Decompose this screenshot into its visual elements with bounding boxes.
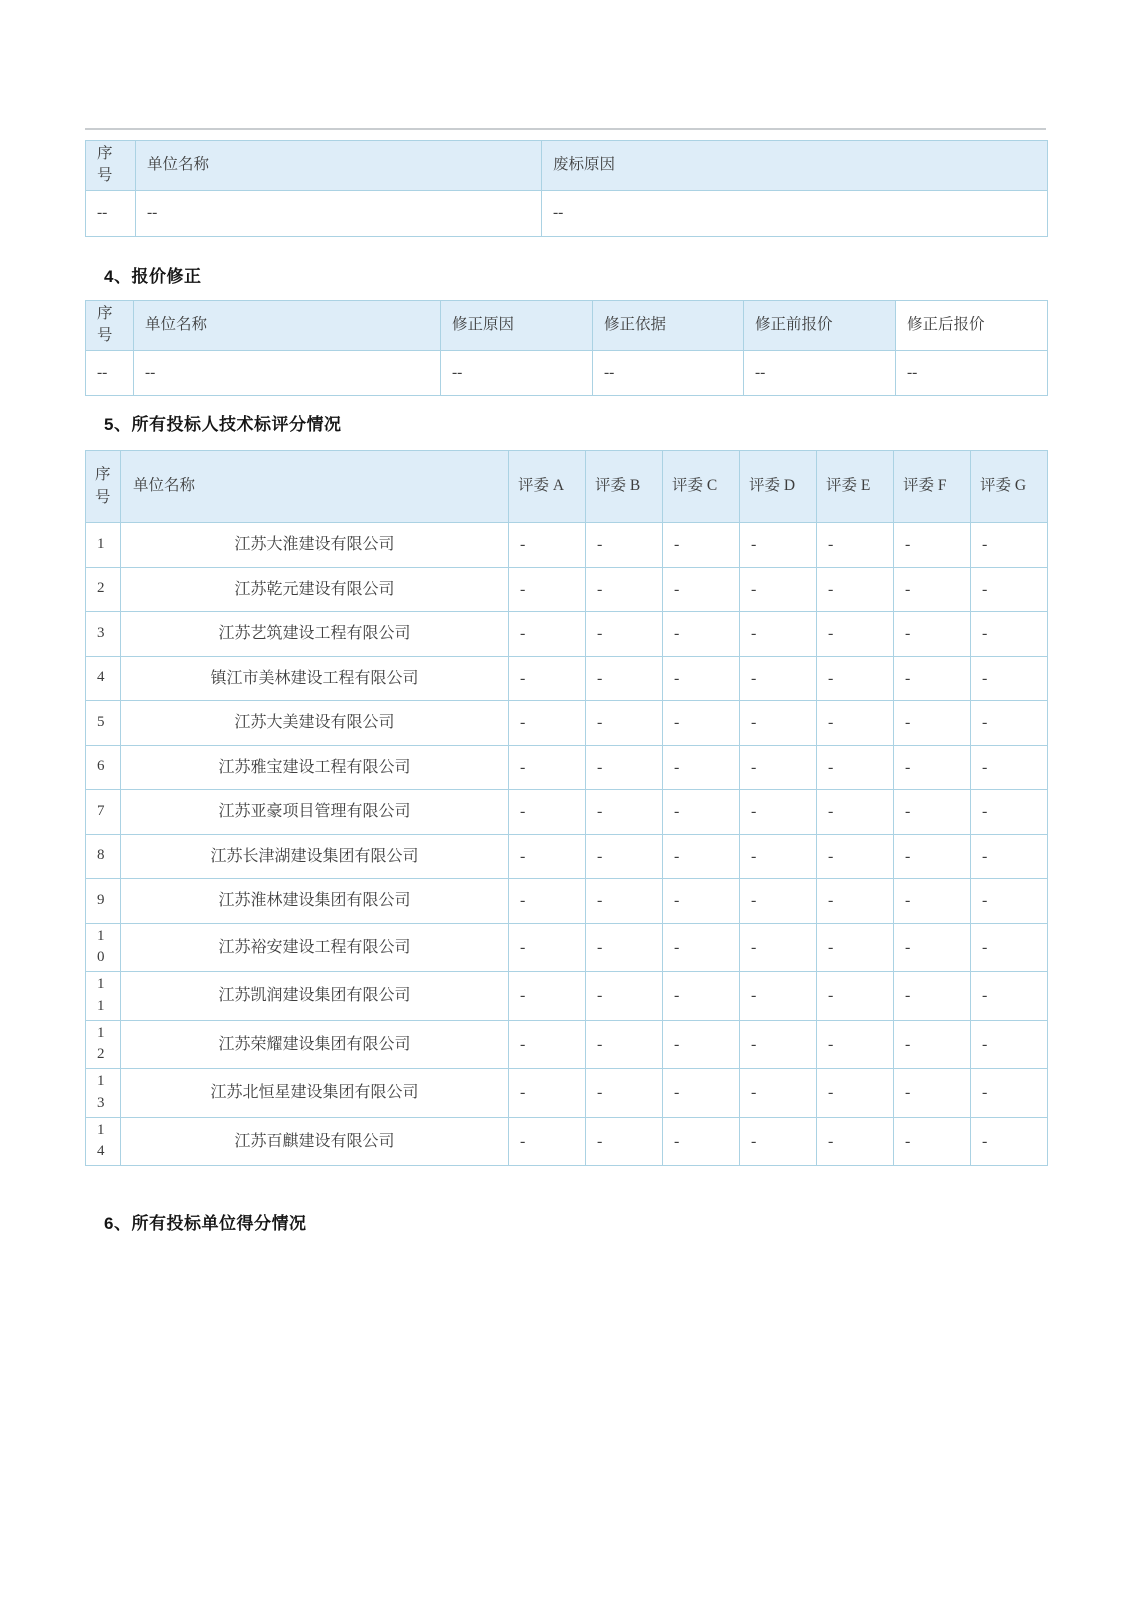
cell: - xyxy=(509,790,586,835)
cell: - xyxy=(894,923,971,972)
cell: 14 xyxy=(86,1117,121,1166)
table-row xyxy=(86,612,1048,657)
cell: 13 xyxy=(86,1069,121,1118)
cell: - xyxy=(971,923,1048,972)
cell: 6 xyxy=(86,745,121,790)
cell: - xyxy=(817,879,894,924)
cell: -- xyxy=(86,190,136,236)
cell: - xyxy=(663,612,740,657)
cell: - xyxy=(586,1117,663,1166)
cell: 江苏北恒星建设集团有限公司 xyxy=(121,1069,509,1118)
column-header: 评委 D xyxy=(740,451,817,523)
cell: - xyxy=(817,523,894,568)
cell: - xyxy=(740,1069,817,1118)
cell: - xyxy=(740,612,817,657)
cell: - xyxy=(740,523,817,568)
section-4-heading: 4、报价修正 xyxy=(104,267,202,286)
cell: - xyxy=(509,745,586,790)
column-header: 评委 F xyxy=(894,451,971,523)
cell: - xyxy=(894,790,971,835)
column-header: 评委 B xyxy=(586,451,663,523)
column-header: 序号 xyxy=(86,451,121,523)
cell: -- xyxy=(744,350,896,395)
cell: - xyxy=(817,923,894,972)
cell: 8 xyxy=(86,834,121,879)
column-header: 修正前报价 xyxy=(744,301,896,351)
cell: - xyxy=(817,612,894,657)
cell: - xyxy=(509,612,586,657)
cell: 3 xyxy=(86,612,121,657)
cell: - xyxy=(509,567,586,612)
table-row xyxy=(86,790,1048,835)
cell: - xyxy=(894,701,971,746)
column-header: 评委 A xyxy=(509,451,586,523)
cell: 4 xyxy=(86,656,121,701)
cell: - xyxy=(586,972,663,1021)
cell: - xyxy=(509,1117,586,1166)
column-header: 修正依据 xyxy=(593,301,744,351)
table-row xyxy=(86,350,1048,395)
cell: - xyxy=(586,834,663,879)
column-header: 单位名称 xyxy=(121,451,509,523)
column-header: 修正后报价 xyxy=(896,301,1048,351)
cell: - xyxy=(586,1020,663,1069)
cell: 镇江市美林建设工程有限公司 xyxy=(121,656,509,701)
cell: - xyxy=(586,879,663,924)
cell: - xyxy=(663,834,740,879)
cell: - xyxy=(971,972,1048,1021)
cell: 7 xyxy=(86,790,121,835)
cell: - xyxy=(971,567,1048,612)
cell: - xyxy=(740,790,817,835)
cell: 江苏艺筑建设工程有限公司 xyxy=(121,612,509,657)
cell: - xyxy=(817,701,894,746)
cell: - xyxy=(971,1069,1048,1118)
table-row xyxy=(86,567,1048,612)
cell: 江苏淮林建设集团有限公司 xyxy=(121,879,509,924)
cell: - xyxy=(740,834,817,879)
invalid-bid-table-header-row xyxy=(86,141,1048,191)
cell: - xyxy=(894,1117,971,1166)
cell: - xyxy=(586,523,663,568)
cell: - xyxy=(817,656,894,701)
cell: - xyxy=(509,1069,586,1118)
cell: - xyxy=(586,701,663,746)
column-header: 评委 G xyxy=(971,451,1048,523)
column-header: 单位名称 xyxy=(136,141,542,191)
cell: -- xyxy=(896,350,1048,395)
cell: - xyxy=(509,701,586,746)
cell: -- xyxy=(86,350,134,395)
cell: - xyxy=(663,656,740,701)
table-row xyxy=(86,656,1048,701)
table-row xyxy=(86,190,1048,236)
table-row xyxy=(86,1069,1048,1118)
cell: - xyxy=(740,972,817,1021)
cell: - xyxy=(817,567,894,612)
table-row xyxy=(86,879,1048,924)
column-header: 评委 C xyxy=(663,451,740,523)
cell: 江苏大淮建设有限公司 xyxy=(121,523,509,568)
cell: - xyxy=(663,1020,740,1069)
cell: - xyxy=(509,1020,586,1069)
cell: 江苏长津湖建设集团有限公司 xyxy=(121,834,509,879)
cell: - xyxy=(509,972,586,1021)
cell: - xyxy=(740,923,817,972)
cell: - xyxy=(817,790,894,835)
price-correction-table xyxy=(85,300,1048,396)
cell: - xyxy=(971,879,1048,924)
cell: - xyxy=(509,656,586,701)
cell: - xyxy=(740,1117,817,1166)
cell: - xyxy=(740,1020,817,1069)
cell: - xyxy=(586,790,663,835)
cell: 江苏雅宝建设工程有限公司 xyxy=(121,745,509,790)
column-header: 评委 E xyxy=(817,451,894,523)
cell: - xyxy=(894,972,971,1021)
cell: - xyxy=(817,1069,894,1118)
cell: - xyxy=(663,567,740,612)
cell: - xyxy=(740,701,817,746)
cell: - xyxy=(817,745,894,790)
cell: - xyxy=(971,1117,1048,1166)
cell: - xyxy=(971,656,1048,701)
page-top-divider xyxy=(85,128,1046,130)
cell: - xyxy=(663,879,740,924)
cell: 5 xyxy=(86,701,121,746)
cell: - xyxy=(817,972,894,1021)
cell: -- xyxy=(542,190,1048,236)
table-row xyxy=(86,523,1048,568)
cell: - xyxy=(663,1069,740,1118)
cell: - xyxy=(586,656,663,701)
cell: - xyxy=(894,612,971,657)
cell: - xyxy=(894,879,971,924)
cell: - xyxy=(509,834,586,879)
section-5-heading: 5、所有投标人技术标评分情况 xyxy=(104,415,342,434)
cell: -- xyxy=(136,190,542,236)
cell: - xyxy=(663,790,740,835)
column-header: 序号 xyxy=(86,141,136,191)
cell: - xyxy=(663,923,740,972)
cell: - xyxy=(894,567,971,612)
column-header: 单位名称 xyxy=(134,301,441,351)
table-row xyxy=(86,923,1048,972)
cell: - xyxy=(663,523,740,568)
cell: 9 xyxy=(86,879,121,924)
cell: 江苏凯润建设集团有限公司 xyxy=(121,972,509,1021)
cell: - xyxy=(817,1117,894,1166)
cell: 江苏荣耀建设集团有限公司 xyxy=(121,1020,509,1069)
cell: - xyxy=(509,879,586,924)
cell: 11 xyxy=(86,972,121,1021)
cell: 1 xyxy=(86,523,121,568)
cell: - xyxy=(971,745,1048,790)
cell: 2 xyxy=(86,567,121,612)
column-header: 废标原因 xyxy=(542,141,1048,191)
cell: - xyxy=(894,1069,971,1118)
cell: - xyxy=(894,656,971,701)
cell: - xyxy=(586,923,663,972)
cell: - xyxy=(663,745,740,790)
cell: - xyxy=(740,656,817,701)
cell: -- xyxy=(593,350,744,395)
cell: - xyxy=(586,567,663,612)
cell: - xyxy=(894,523,971,568)
cell: 江苏亚豪项目管理有限公司 xyxy=(121,790,509,835)
cell: 12 xyxy=(86,1020,121,1069)
cell: - xyxy=(971,701,1048,746)
cell: - xyxy=(740,745,817,790)
cell: - xyxy=(586,745,663,790)
table-row xyxy=(86,972,1048,1021)
cell: - xyxy=(971,790,1048,835)
cell: - xyxy=(971,612,1048,657)
cell: - xyxy=(586,1069,663,1118)
cell: - xyxy=(663,1117,740,1166)
cell: 江苏大美建设有限公司 xyxy=(121,701,509,746)
cell: - xyxy=(586,612,663,657)
table-row xyxy=(86,745,1048,790)
table-row xyxy=(86,1117,1048,1166)
cell: - xyxy=(894,745,971,790)
cell: 10 xyxy=(86,923,121,972)
invalid-bid-table xyxy=(85,140,1048,237)
cell: - xyxy=(817,1020,894,1069)
column-header: 修正原因 xyxy=(441,301,593,351)
table-row xyxy=(86,1020,1048,1069)
technical-score-table-header-row xyxy=(86,451,1048,523)
cell: - xyxy=(740,567,817,612)
column-header: 序号 xyxy=(86,301,134,351)
cell: - xyxy=(894,1020,971,1069)
cell: - xyxy=(663,972,740,1021)
technical-score-table xyxy=(85,450,1048,1166)
cell: - xyxy=(817,834,894,879)
price-correction-table-header-row xyxy=(86,301,1048,351)
table-row xyxy=(86,834,1048,879)
cell: - xyxy=(971,1020,1048,1069)
cell: - xyxy=(971,834,1048,879)
cell: - xyxy=(509,523,586,568)
cell: -- xyxy=(441,350,593,395)
cell: 江苏裕安建设工程有限公司 xyxy=(121,923,509,972)
cell: - xyxy=(894,834,971,879)
cell: - xyxy=(740,879,817,924)
cell: - xyxy=(509,923,586,972)
cell: - xyxy=(971,523,1048,568)
cell: 江苏乾元建设有限公司 xyxy=(121,567,509,612)
cell: - xyxy=(663,701,740,746)
section-6-heading: 6、所有投标单位得分情况 xyxy=(104,1214,307,1233)
cell: 江苏百麒建设有限公司 xyxy=(121,1117,509,1166)
table-row xyxy=(86,701,1048,746)
cell: -- xyxy=(134,350,441,395)
